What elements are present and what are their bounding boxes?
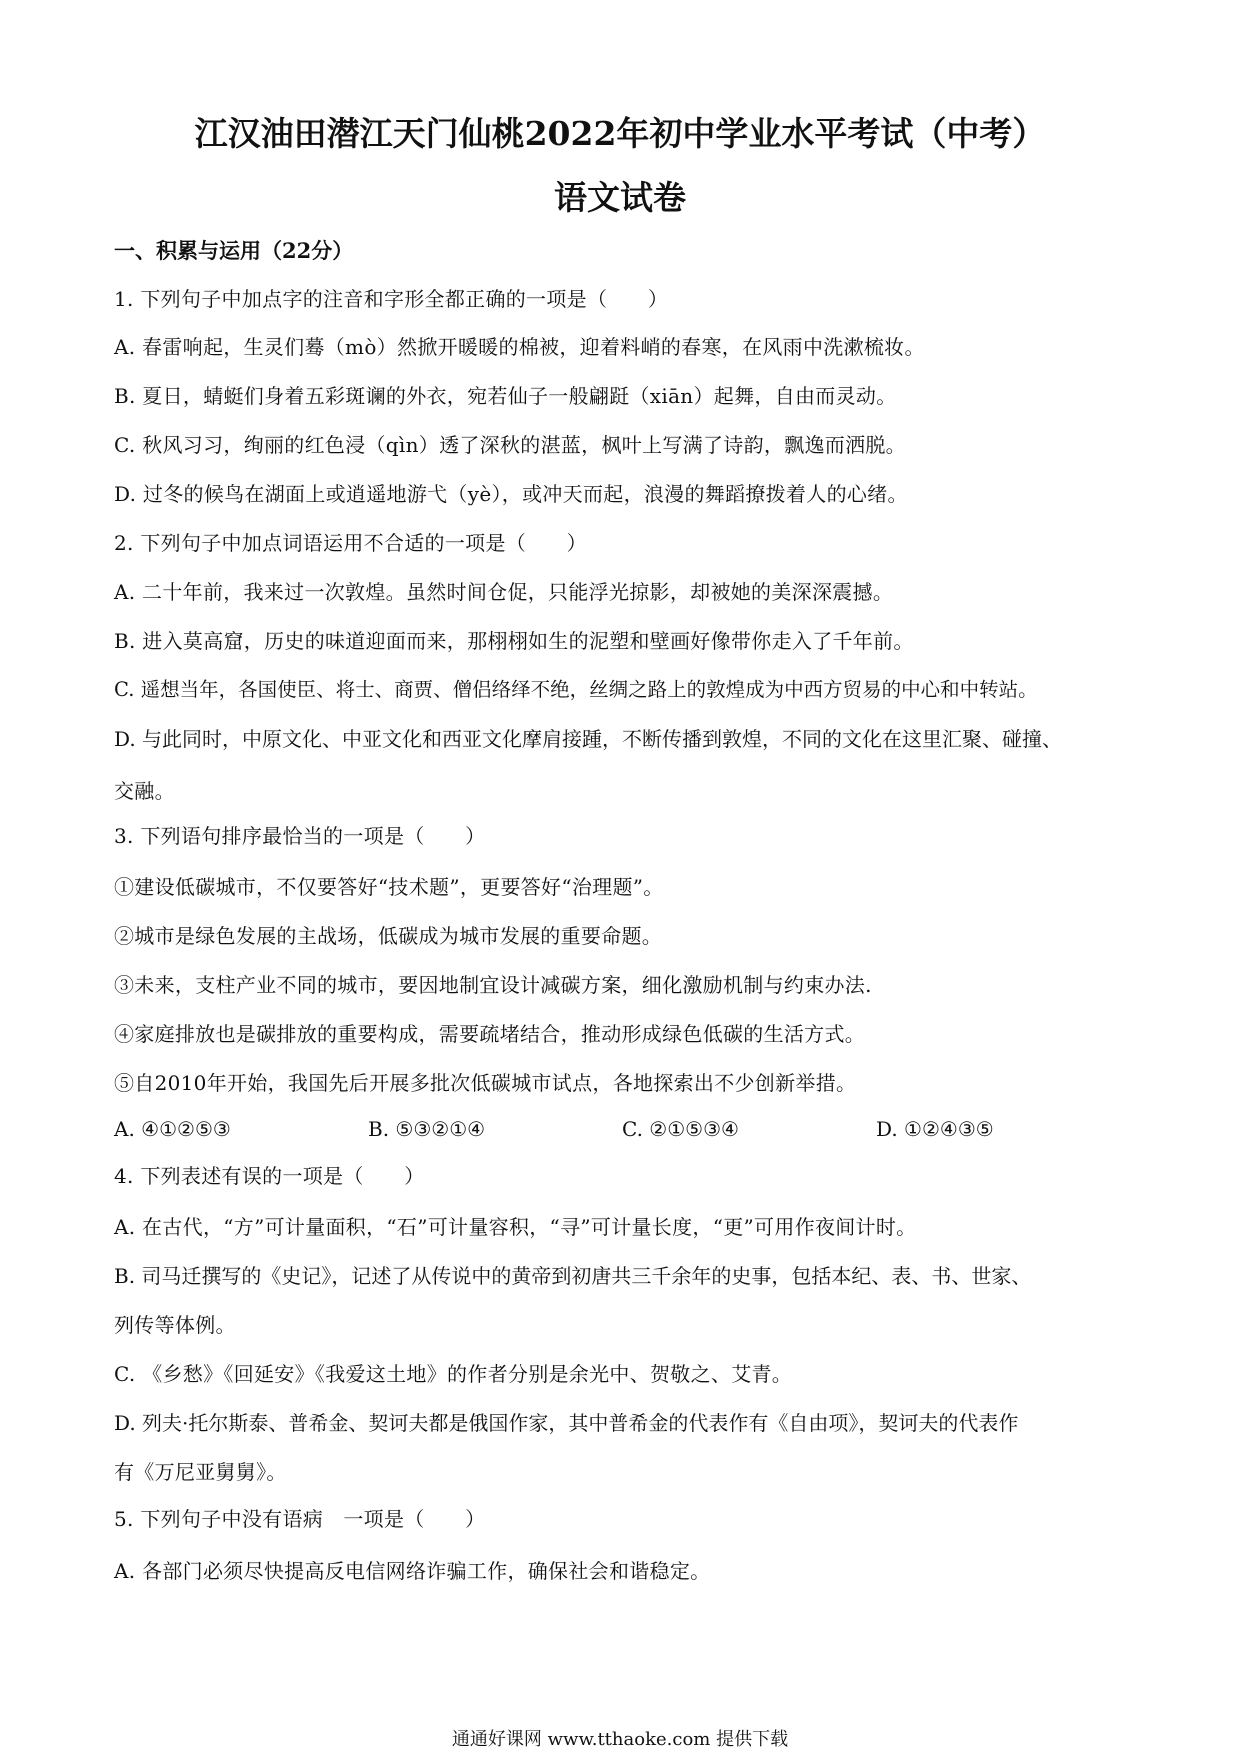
download-footer: 通通好课网 www.tthaoke.com 提供下载 <box>451 1729 789 1750</box>
question-1-option-c: C. 秋风习习，绚丽的红色浸（qìn）透了深秋的湛蓝，枫叶上写满了诗韵，飘逸而洒脱。 <box>114 433 906 457</box>
question-4-option-b: B. 司马迁撰写的《史记》，记述了从传说中的黄帝到初唐共三千余年的史事，包括本纪、表、书、世家、 <box>114 1264 1032 1288</box>
question-2-option-b: B. 进入莫高窟，历史的味道迎面而来，那栩栩如生的泥塑和壁画好像带你走入了千年前。 <box>114 629 914 653</box>
question-2-option-c: C. 遥想当年，各国使臣、将士、商贾、僧侣络绎不绝，丝绸之路上的敦煌成为中西方贸易的中心和中转站。 <box>114 678 1038 701</box>
question-1-option-b: B. 夏日，蜻蜓们身着五彩斑谰的外衣，宛若仙子一般翩跹（xiān）起舞，自由而灵动。 <box>114 384 897 408</box>
question-3-option-c: C. ②①⑤③④ <box>622 1117 739 1141</box>
question-3-sentence-2: ②城市是绿色发展的主战场，低碳成为城市发展的重要命题。 <box>114 924 663 948</box>
question-2-option-a: A. 二十年前，我来过一次敦煌。虽然时间仓促，只能浮光掠影，却被她的美深深震撼。 <box>114 580 894 604</box>
question-1-option-d: D. 过冬的候鸟在湖面上或逍遥地游弋（yè），或冲天而起，浪漫的舞蹈撩拨着人的心绪。 <box>114 482 908 506</box>
question-1-stem: 1. 下列句子中加点字的注音和字形全都正确的一项是（ ） <box>114 287 669 311</box>
exam-title: 江汉油田潜江天门仙桃2022年初中学业水平考试（中考） <box>194 114 1046 153</box>
question-1-option-a: A. 春雷响起，生灵们蓦（mò）然掀开暖暖的棉被，迎着料峭的春寒，在风雨中洗漱梳妆。 <box>114 335 925 359</box>
question-3-sentence-1: ①建设低碳城市，不仅要答好“技术题”，更要答好“治理题”。 <box>114 875 664 899</box>
question-3-sentence-4: ④家庭排放也是碳排放的重要构成，需要疏堵结合，推动形成绿色低碳的生活方式。 <box>114 1022 866 1046</box>
question-3-option-b: B. ⑤③②①④ <box>368 1117 486 1141</box>
question-3-sentence-5: ⑤自2010年开始，我国先后开展多批次低碳城市试点，各地探索出不少创新举措。 <box>114 1071 857 1095</box>
question-2-option-d-cont: 交融。 <box>114 779 175 803</box>
question-3-option-d: D. ①②④③⑤ <box>876 1117 994 1141</box>
question-2-option-d: D. 与此同时，中原文化、中亚文化和西亚文化摩肩接踵，不断传播到敦煌，不同的文化在这里汇聚、碰撞、 <box>114 727 1063 751</box>
question-3-option-a: A. ④①②⑤③ <box>114 1117 231 1141</box>
exam-subtitle: 语文试卷 <box>554 178 686 217</box>
question-4-option-a: A. 在古代，“方”可计量面积，“石”可计量容积，“寻”可计量长度，“更”可用作夜间计时。 <box>114 1215 917 1239</box>
question-4-option-d: D. 列夫·托尔斯泰、普希金、契诃夫都是俄国作家，其中普希金的代表作有《自由项》，契诃夫的代表作 <box>114 1411 1019 1435</box>
question-5-option-a: A. 各部门必须尽快提高反电信网络诈骗工作，确保社会和谐稳定。 <box>114 1559 711 1583</box>
question-4-stem: 4. 下列表述有误的一项是（ ） <box>114 1164 425 1188</box>
section-heading: 一、积累与运用（22分） <box>114 238 354 263</box>
question-4-option-c: C. 《乡愁》《回延安》《我爱这土地》的作者分别是余光中、贺敬之、艾青。 <box>114 1362 793 1386</box>
question-3-stem: 3. 下列语句排序最恰当的一项是（ ） <box>114 824 486 848</box>
question-4-option-d-cont: 有《万尼亚舅舅》。 <box>114 1460 287 1484</box>
question-4-option-b-cont: 列传等体例。 <box>114 1313 236 1337</box>
question-5-stem: 5. 下列句子中没有语病 一项是（ ） <box>114 1507 486 1531</box>
question-2-stem: 2. 下列句子中加点词语运用不合适的一项是（ ） <box>114 531 587 555</box>
question-3-sentence-3: ③未来，支柱产业不同的城市，要因地制宜设计减碳方案，细化激励机制与约束办法. <box>114 973 872 997</box>
